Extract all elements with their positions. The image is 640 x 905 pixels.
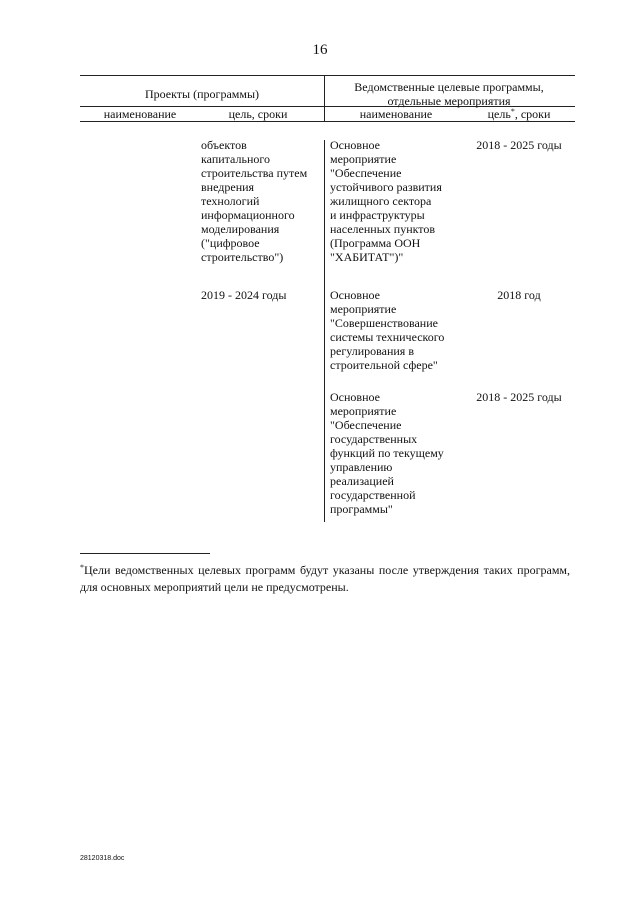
project-goal-text: объектов капитального строительства путем внедрения технологий информационного моделирования ("цифровое строительство") [201, 138, 308, 264]
page-number: 16 [312, 42, 328, 58]
table-column-header-rule [80, 121, 575, 122]
project-goal-years: 2019 - 2024 годы [201, 288, 287, 302]
header-projects: Проекты (программы) [144, 87, 260, 101]
activity-term-3: 2018 - 2025 годы [476, 390, 562, 404]
table-top-rule [80, 75, 575, 76]
table-body-divider [324, 140, 325, 522]
footnote-text: Цели ведомственных целевых программ будут указаны после утверждения таких программ, для основных мероприятий цели не предусмотрены. [80, 563, 570, 594]
activity-name-2: Основное мероприятие "Совершенствование системы технического регулирования в строительной сфере" [330, 288, 445, 372]
footnote [80, 562, 570, 596]
activity-term-1: 2018 - 2025 годы [476, 138, 562, 152]
table-group-divider [324, 76, 325, 121]
header-departmental-programs: Ведомственные целевые программы, отдельные мероприятия [354, 80, 544, 108]
document-code: 28120318.doc [80, 855, 125, 862]
column-header-goal-projects: цель, сроки [228, 107, 288, 121]
goal-label: цель [487, 107, 511, 121]
column-header-name-projects: наименование [103, 107, 177, 121]
activity-name-3: Основное мероприятие "Обеспечение государственных функций по текущему управлению реализацией государственной программы" [330, 390, 444, 516]
activity-term-2: 2018 год [497, 288, 541, 302]
footnote-mark: * [80, 563, 84, 572]
terms-label: , сроки [514, 107, 551, 121]
column-header-goal-departmental [468, 107, 570, 121]
footnote-separator [80, 553, 210, 554]
activity-name-1: Основное мероприятие "Обеспечение устойчивого развития жилищного сектора и инфраструктуры населенных пунктов (Программа ООН "ХАБИТАТ")" [330, 138, 442, 264]
column-header-name-departmental: наименование [359, 107, 433, 121]
footnote-reference-mark: * [510, 107, 515, 116]
